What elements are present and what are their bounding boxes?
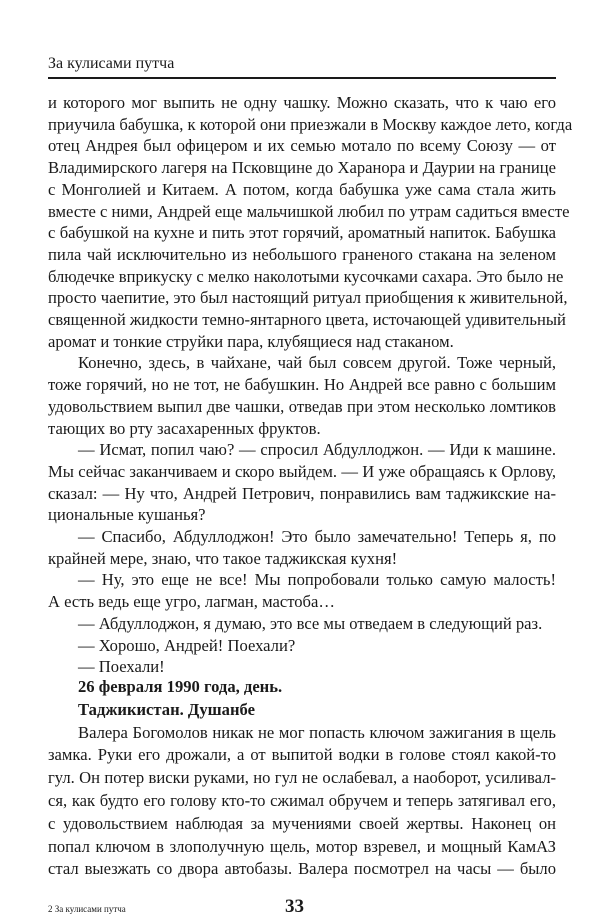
paragraph xyxy=(48,92,573,352)
text-line: с Монголией и Китаем. А потом, когда бабушка уже сама стала жить xyxy=(48,179,556,199)
signature-mark: 2 За кулисами путча xyxy=(48,904,126,914)
paragraph xyxy=(48,526,556,569)
text-line: — Исмат, попил чаю? — спросил Абдуллоджон. — Иди к машине. xyxy=(78,440,556,460)
text-line: крайней мере, знаю, что такое таджикская кухня! xyxy=(48,548,398,568)
text-line: пила чай исключительно из небольшого граненого стакана на зеленом xyxy=(48,244,556,264)
text-line: блюдечке вприкуску с мелко наколотыми кусочками сахара. Это было не xyxy=(48,266,564,286)
text-line: и которого мог выпить не одну чашку. Можно сказать, что к чаю его xyxy=(48,93,556,112)
text-line: попал ключом в злополучную щель, мотор взревел, и мощный КамАЗ xyxy=(48,836,556,856)
text-line: приучила бабушка, к которой они приезжали в Москву каждое лето, когда xyxy=(48,114,573,134)
text-line: Конечно, здесь, в чайхане, чай был совсем другой. Тоже черный, xyxy=(78,353,556,373)
text-line: вместе с ними, Андрей еще мальчишкой любил по утрам садиться вместе xyxy=(48,201,570,221)
text-line: сказал: — Ну что, Андрей Петрович, понравились вам таджикские на- xyxy=(48,483,556,503)
text-line: тающих во рту засахаренных фруктов. xyxy=(48,418,321,438)
text-line: — Хорошо, Андрей! Поехали? xyxy=(78,635,296,655)
paragraph xyxy=(48,439,556,526)
text-line: священной жидкости темно-янтарного цвета, источающей удивительный xyxy=(48,310,566,330)
paragraph xyxy=(48,656,556,678)
paragraph xyxy=(48,635,556,657)
paragraph xyxy=(48,569,556,612)
text-line: 26 февраля 1990 года, день. xyxy=(78,677,283,696)
text-line: отец Андрея был офицером и их семью мотало по всему Союзу — от xyxy=(48,136,556,156)
text-line: циональные кушанья? xyxy=(48,505,206,525)
paragraph xyxy=(48,352,556,439)
body-text-section-1 xyxy=(48,92,573,678)
text-line: с бабушкой на кухне и пить этот горячий, ароматный напиток. Бабушка xyxy=(48,223,556,243)
paragraph xyxy=(48,722,556,882)
text-line: ся, как будто его голову кто-то сжимал обручем и теперь затягивал его, xyxy=(48,790,556,810)
text-line: гул. Он потер виски руками, но гул не ослабевал, а наоборот, усиливал- xyxy=(48,768,556,788)
text-line: Валера Богомолов никак не мог попасть ключом зажигания в щель xyxy=(78,722,556,742)
text-line: — Поехали! xyxy=(78,657,165,677)
section-heading xyxy=(48,699,556,722)
text-line: — Спасибо, Абдуллоджон! Это было замечательно! Теперь я, по xyxy=(78,527,556,547)
text-line: тоже горячий, но не тот, не бабушкин. Но Андрей все равно с большим xyxy=(48,375,556,395)
text-line: Мы сейчас заканчиваем и скоро выйдем. — И уже обращаясь к Орлову, xyxy=(48,461,556,481)
body-text-section-2 xyxy=(48,676,556,881)
text-line: замка. Руки его дрожали, а от выпитой водки в голове стоял какой-то xyxy=(48,745,556,765)
text-line: — Ну, это еще не все! Мы попробовали только самую малость! xyxy=(78,570,556,590)
text-line: Таджикистан. Душанбе xyxy=(78,699,255,719)
paragraph xyxy=(48,613,556,635)
text-line: с удовольствием наблюдая за мучениями своей жертвы. Наконец он xyxy=(48,813,556,833)
text-line: просто чаепитие, это был настоящий ритуал приобщения к живительной, xyxy=(48,288,568,308)
header-rule xyxy=(48,77,556,79)
running-head: За кулисами путча xyxy=(48,55,175,72)
text-line: удовольствием выпил две чашки, отведав при этом несколько ломтиков xyxy=(48,396,556,416)
text-line: А есть ведь еще угро, лагман, мастоба… xyxy=(48,592,335,612)
text-line: Владимирского лагеря на Псковщине до Харанора и Даурии на границе xyxy=(48,158,556,178)
section-heading xyxy=(48,676,556,699)
text-line: стал выезжать со двора автобазы. Валера посмотрел на часы — было xyxy=(48,859,556,879)
text-line: аромат и тонкие струйки пара, клубящиеся над стаканом. xyxy=(48,331,454,351)
page-number: 33 xyxy=(285,896,304,917)
text-line: — Абдуллоджон, я думаю, это все мы отведаем в следующий раз. xyxy=(78,613,543,633)
